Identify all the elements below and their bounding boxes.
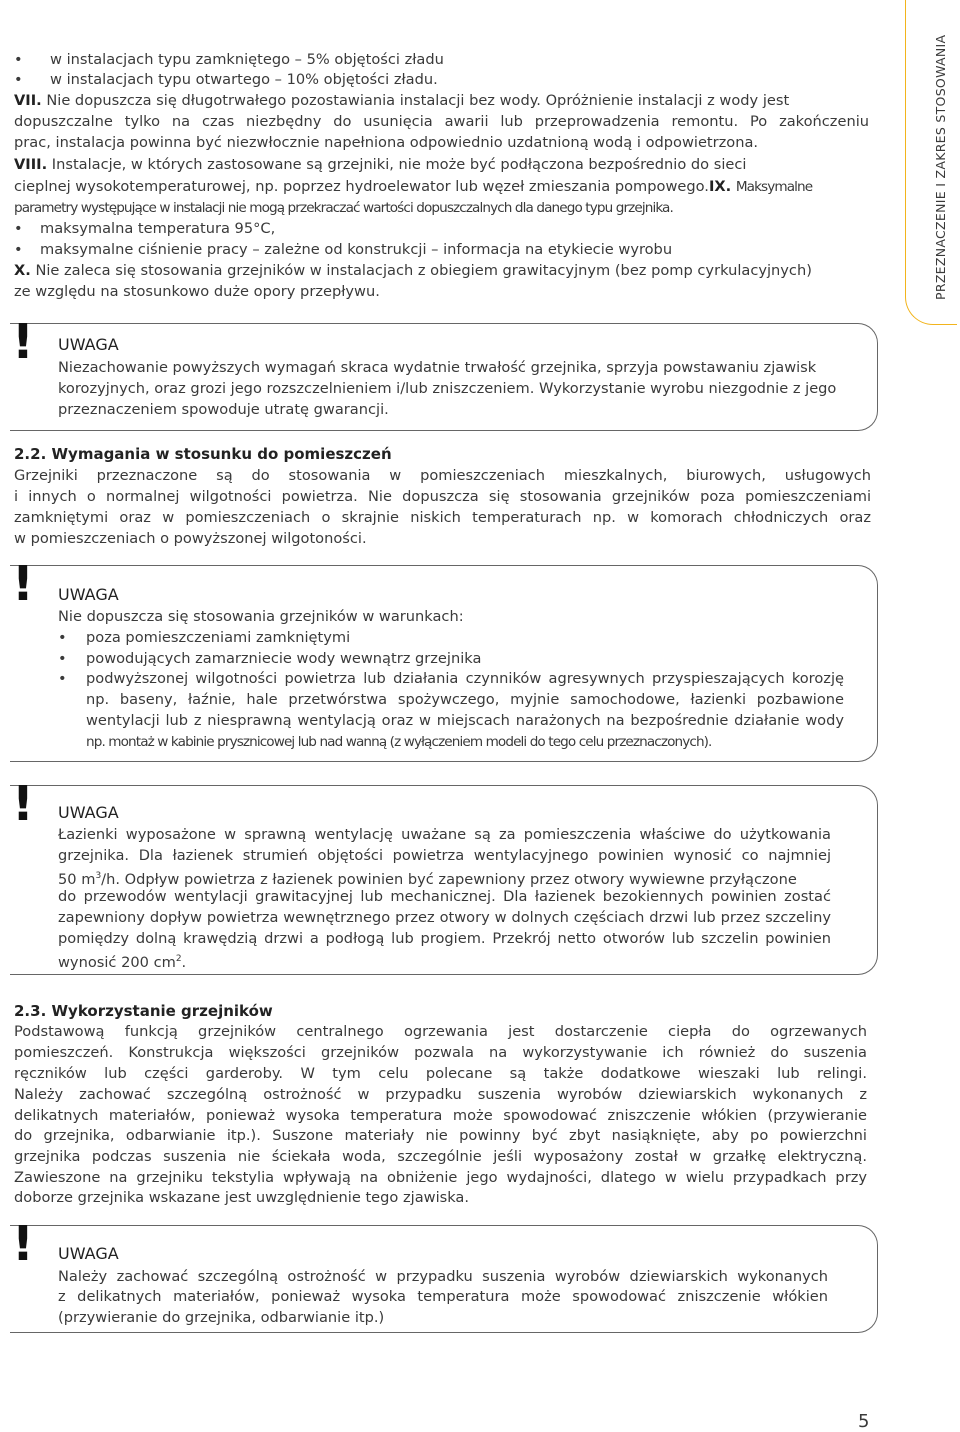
warning-text-volume: 50 $m^3/h$. Odpływ powietrza z łazienek powinien być zapewniony przez otwory wywiewne przyłączone [58,870,797,888]
max-temperature-item: maksymalna temperatura 95°C, [40,220,276,237]
rule-viii-line-1: VIII. Instalacje, w których zastosowane są grzejniki, nie może być podłączona bezpośrednio do sieci [14,156,747,173]
rule-viii-line-2: cieplnej wysokotemperaturowej, np. poprzez hydroelewator lub węzeł zmieszania pompowego.IX. Maksymalne [14,178,813,195]
warning-text: grzejnika. Dla łazienek strumień objętości powietrza wentylacyjnego powinien wynosić co najmniej [58,847,831,864]
warning-text: Łazienki wyposażone w sprawną wentylację uważane są za pomieszczenia właściwe do użytkowania [58,826,831,843]
rule-number: IX. [708,178,732,195]
bullet-dot: • [14,241,23,258]
rule-x-line-1: X. Nie zaleca się stosowania grzejników w instalacjach z obiegiem grawitacyjnym (bez pomp cyrkulacyjnych) [14,262,812,279]
warning-text: zapewniony dopływ powietrza wewnętrznego przez otwory w dolnych częściach drzwi lub przez szczeliny [58,909,831,926]
rule-number: VIII. [14,156,48,173]
page-number: 5 [858,1411,870,1432]
paragraph-line: Zawieszone na grzejniku tekstylia wpływają na obniżenie jego wydajności, dlatego w wielu przypadkach przy [14,1169,867,1186]
paragraph-line: grzejnika podczas suszenia nie ściekała woda, szczególnie jeśli wyposażony został w grzałkę elektryczną. [14,1148,867,1165]
warning-icon: ! [12,776,34,832]
paragraph-line: do grzejnika, odbarwianie itp.). Suszone materiały nie powinny być zbyt nasiąknięte, aby po powierzchni [14,1127,867,1144]
paragraph-line: Należy zachować szczególną ostrożność w przypadku suszenia wyrobów dziewiarskich wykonanych z [14,1086,867,1103]
rule-vii-line-1: VII. Nie dopuszcza się długotrwałego pozostawiania instalacji bez wody. Opróżnienie instalacji z wody jest [14,92,790,109]
paragraph-line: pomieszczeń. Konstrukcja większości grzejników pozwala na wykorzystywanie ich również do suszenia [14,1044,867,1061]
paragraph-line: delikatnych materiałów, ponieważ wysoka temperatura może spowodować zniszczenie włókien (przywieranie [14,1107,867,1124]
bullet-dot: • [58,629,67,646]
warning-icon: ! [12,556,34,612]
warning-text: Należy zachować szczególną ostrożność w przypadku suszenia wyrobów dziewiarskich wykonanych [58,1268,828,1285]
warning-title: UWAGA [58,585,119,604]
condition-item-cont: np. baseny, łaźnie, hale przetwórstwa spożywczego, myjnie samochodowe, łazienki pozbawione [86,691,844,708]
paragraph-line: Podstawową funkcją grzejników centralnego ogrzewania jest dostarczenie ciepła do ogrzewanych [14,1023,867,1040]
max-pressure-item: maksymalne ciśnienie pracy – zależne od konstrukcji – informacja na etykiecie wyrobu [40,241,673,258]
warning-text-area: wynosić 200 $cm^2$. [58,953,187,971]
warning-text: przeznaczeniem spowoduje utratę gwarancji. [58,401,389,418]
condition-item: poza pomieszczeniami zamkniętymi [86,629,351,646]
warning-text: (przywieranie do grzejnika, odbarwianie itp.) [58,1309,385,1326]
bullet-dot: • [14,220,23,237]
closed-system-item: w instalacjach typu zamkniętego – 5% objętości zładu [50,51,444,68]
warning-title: UWAGA [58,1244,119,1263]
warning-title: UWAGA [58,335,119,354]
warning-icon: ! [12,314,34,370]
warning-text: korozyjnych, oraz grozi jego rozszczelnieniem i/lub zniszczeniem. Wykorzystanie wyrobu niezgodnie z jego [58,380,837,397]
rule-ix-line-2: parametry występujące w instalacji nie mogą przekraczać wartości dopuszczalnych dla danego typu grzejnika. [14,200,673,216]
warning-text: Niezachowanie powyższych wymagań skraca wydatnie trwałość grzejnika, sprzyja powstawaniu zjawisk [58,359,817,376]
bullet-dot: • [58,670,67,687]
rule-vii-line-2: dopuszczalne tylko na czas niezbędny do usunięcia awarii lub przeprowadzenia remontu. Po zakończeniu [14,113,869,130]
paragraph-line: doborze grzejnika wskazane jest uwzględnienie tego zjawiska. [14,1189,470,1206]
side-section-label: PRZEZNACZENIE I ZAKRES STOSOWANIA [933,34,948,300]
section-heading: 2.3. Wykorzystanie grzejników [14,1002,273,1020]
rule-number: X. [14,262,31,279]
open-system-item: w instalacjach typu otwartego – 10% objętości zładu. [50,71,438,88]
warning-text: pomiędzy dolną krawędzią drzwi a podłogą lub progiem. Przekrój netto otworów lub szczelin powinien [58,930,831,947]
warning-text: Nie dopuszcza się stosowania grzejników w warunkach: [58,608,464,625]
bullet-dot: • [14,71,23,88]
paragraph-line: i innych o normalnej wilgotności powietrza. Nie dopuszcza się stosowania grzejników poza pomieszczeniami [14,488,871,505]
rule-vii-line-3: prac, instalacja powinna być niezwłocznie napełniona odpowiednio uzdatnioną wodą i odpowietrzona. [14,134,759,151]
rule-number: VII. [14,92,42,109]
bullet-dot: • [58,650,67,667]
warning-text: do przewodów wentylacji grawitacyjnej lub mechanicznej. Dla łazienek bezokiennych powinien zostać [58,888,831,905]
paragraph-line: zamkniętymi oraz w pomieszczeniach o skrajnie niskich temperaturach np. w komorach chłodniczych oraz [14,509,871,526]
rule-x-line-2: ze względu na stosunkowo duże opory przepływu. [14,283,380,300]
condition-item-cont: np. montaż w kabinie prysznicowej lub nad wanną (z wyłączeniem modeli do tego celu przeznaczonych). [86,734,712,750]
paragraph-line: Grzejniki przeznaczone są do stosowania w pomieszczeniach mieszkalnych, biurowych, usługowych [14,467,871,484]
bullet-dot: • [14,51,23,68]
paragraph-line: ręczników lub części garderoby. W tym celu polecane są także dodatkowe wieszaki lub relingi. [14,1065,867,1082]
warning-text: z delikatnych materiałów, ponieważ wysoka temperatura może spowodować zniszczenie włókien [58,1288,828,1305]
warning-icon: ! [12,1216,34,1272]
condition-item: powodujących zamarzniecie wody wewnątrz grzejnika [86,650,482,667]
paragraph-line: w pomieszczeniach o powyższonej wilgotoności. [14,530,367,547]
warning-title: UWAGA [58,803,119,822]
condition-item: podwyższonej wilgotności powietrza lub działania czynników agresywnych przyspieszających korozję [86,670,844,687]
condition-item-cont: wentylacji lub z niesprawną wentylacją oraz w miejscach narażonych na bezpośrednie działanie wody [86,712,844,729]
section-heading: 2.2. Wymagania w stosunku do pomieszczeń [14,445,392,463]
